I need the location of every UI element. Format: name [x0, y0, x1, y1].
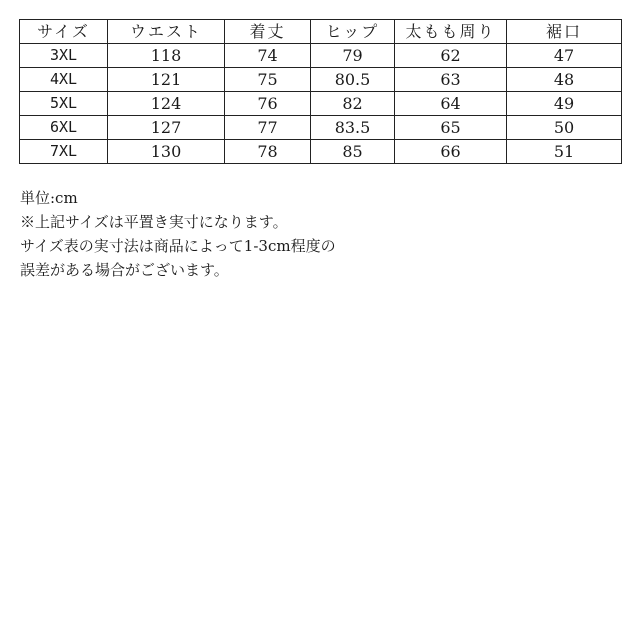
- cell-waist: 121: [108, 68, 225, 92]
- header-hip: ヒップ: [311, 20, 395, 44]
- tolerance-note: サイズ表の実寸法は商品によって1-3cm程度の: [20, 237, 336, 255]
- table-header-row: [20, 20, 622, 44]
- header-thigh: 太もも周り: [395, 20, 507, 44]
- cell-thigh: 64: [395, 92, 507, 116]
- cell-length: 78: [225, 140, 311, 164]
- table-row: [20, 140, 622, 164]
- cell-length: 77: [225, 116, 311, 140]
- cell-size: 3XL: [20, 44, 108, 68]
- header-length: 着丈: [225, 20, 311, 44]
- cell-thigh: 65: [395, 116, 507, 140]
- tolerance-note-continued: 誤差がある場合がございます。: [20, 261, 229, 279]
- cell-thigh: 66: [395, 140, 507, 164]
- cell-hip: 82: [311, 92, 395, 116]
- measurement-note: ※上記サイズは平置き実寸になります。: [20, 213, 288, 231]
- cell-thigh: 63: [395, 68, 507, 92]
- cell-waist: 130: [108, 140, 225, 164]
- cell-hip: 80.5: [311, 68, 395, 92]
- table-row: [20, 68, 622, 92]
- size-notes: [20, 186, 336, 282]
- cell-waist: 118: [108, 44, 225, 68]
- cell-hip: 79: [311, 44, 395, 68]
- table-row: [20, 116, 622, 140]
- cell-thigh: 62: [395, 44, 507, 68]
- header-waist: ウエスト: [108, 20, 225, 44]
- size-chart-table: [19, 19, 622, 164]
- table-row: [20, 44, 622, 68]
- cell-hip: 85: [311, 140, 395, 164]
- header-hem: 裾口: [507, 20, 622, 44]
- cell-length: 74: [225, 44, 311, 68]
- cell-waist: 127: [108, 116, 225, 140]
- cell-size: 4XL: [20, 68, 108, 92]
- cell-length: 76: [225, 92, 311, 116]
- cell-hem: 47: [507, 44, 622, 68]
- cell-hem: 49: [507, 92, 622, 116]
- unit-note: 単位:cm: [20, 189, 78, 207]
- table-row: [20, 92, 622, 116]
- cell-hem: 50: [507, 116, 622, 140]
- cell-size: 6XL: [20, 116, 108, 140]
- cell-size: 7XL: [20, 140, 108, 164]
- cell-size: 5XL: [20, 92, 108, 116]
- cell-waist: 124: [108, 92, 225, 116]
- header-size: サイズ: [20, 20, 108, 44]
- cell-hem: 51: [507, 140, 622, 164]
- cell-hip: 83.5: [311, 116, 395, 140]
- cell-length: 75: [225, 68, 311, 92]
- cell-hem: 48: [507, 68, 622, 92]
